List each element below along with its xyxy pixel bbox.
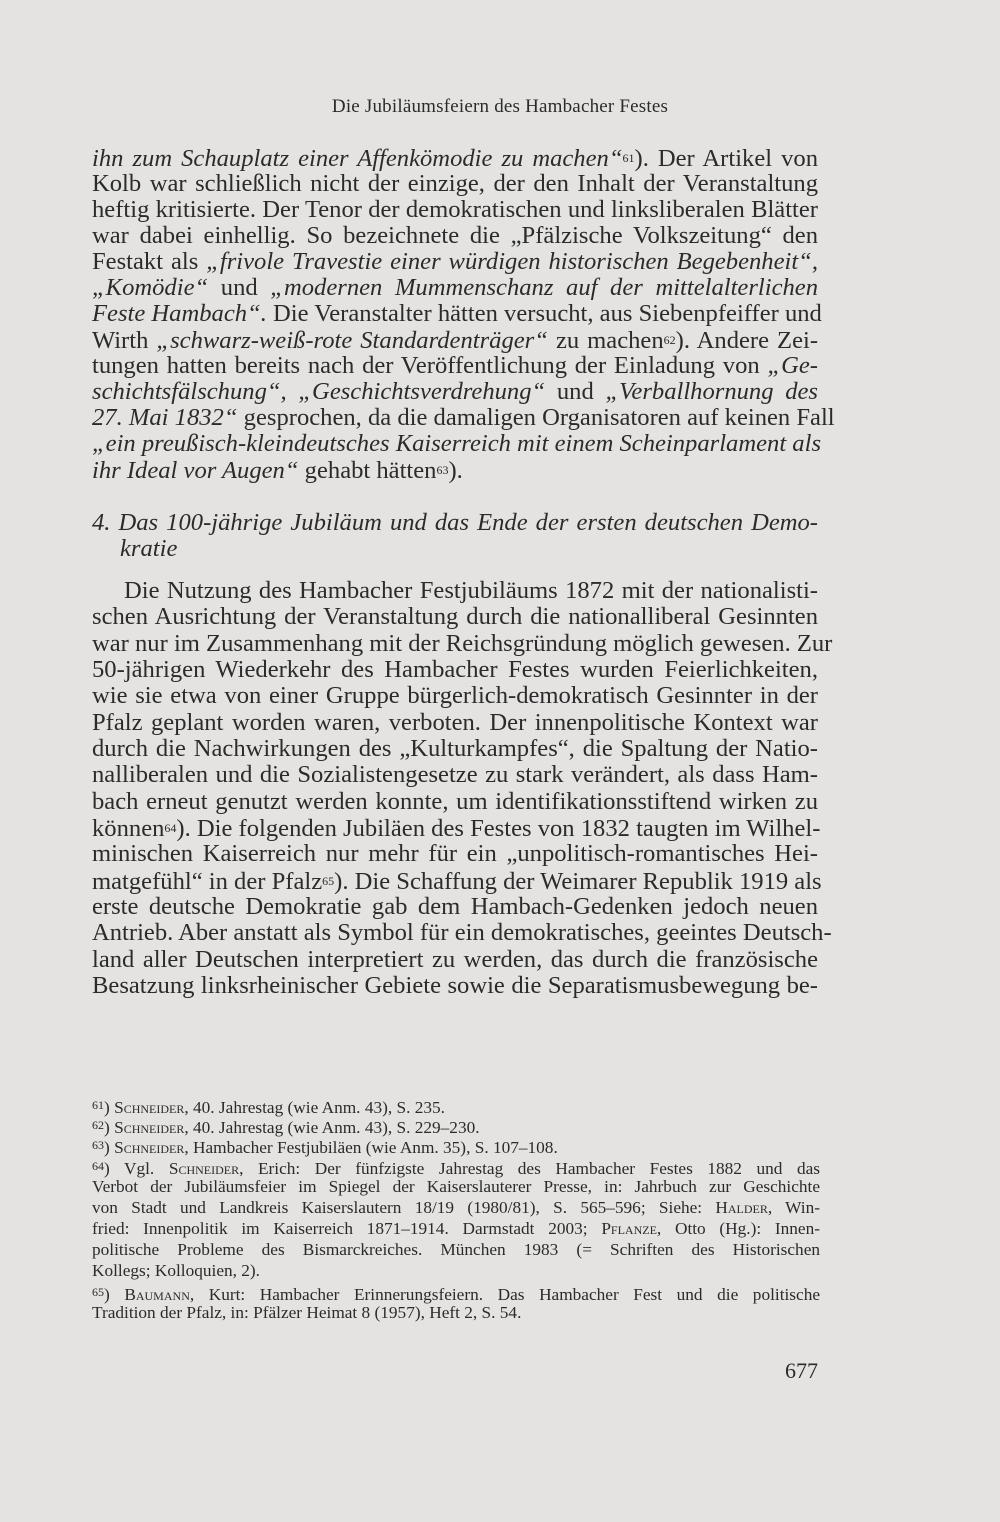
body-line: 50-jährigen Wiederkehr des Hambacher Festes wurden Feierlichkeiten, [92, 656, 818, 683]
running-head: Die Jubiläumsfeiern des Hambacher Festes [331, 96, 669, 117]
footnote-line: $^{65}$) Baumann, Kurt: Hambacher Erinnerungsfeiern. Das Hambacher Fest und die politische [92, 1285, 820, 1304]
body-line: Wirth „schwarz-weiß-rote Standardenträger“ zu machen$^{62}$). Andere Zei- [92, 327, 819, 354]
footnote-line: $^{63}$) Schneider, Hambacher Festjubiläen (wie Anm. 35), S. 107–108. [92, 1138, 558, 1157]
body-line: Feste Hambach“. Die Veranstalter hätten versucht, aus Siebenpfeiffer und [92, 300, 822, 327]
body-line: matgefühl“ in der Pfalz$^{65}$). Die Schaffung der Weimarer Republik 1919 als [92, 868, 822, 895]
body-line: minischen Kaiserreich nur mehr für ein „unpolitisch-romantisches Hei- [92, 840, 818, 867]
body-line: ihr Ideal vor Augen“ gehabt hätten$^{63}$). [92, 457, 463, 484]
footnote-line: $^{64}$) Vgl. Schneider, Erich: Der fünfzigste Jahrestag des Hambacher Festes 1882 und das [92, 1159, 821, 1178]
body-line: Antrieb. Aber anstatt als Symbol für ein demokratisches, geeintes Deutsch- [92, 919, 832, 946]
body-line: Kolb war schließlich nicht der einzige, der den Inhalt der Veranstaltung [92, 170, 818, 197]
footnote-line: $^{62}$) Schneider, 40. Jahrestag (wie Anm. 43), S. 229–230. [92, 1118, 480, 1137]
section-heading-line: kratie [120, 535, 178, 562]
body-line: Pfalz geplant worden waren, verboten. Der innenpolitische Kontext war [92, 709, 818, 736]
body-line: können$^{64}$). Die folgenden Jubiläen des Festes von 1832 taugten im Wilhel- [92, 815, 821, 842]
body-line: nalliberalen und die Sozialistengesetze zu stark verändert, als dass Ham- [92, 761, 818, 788]
body-line: Die Nutzung des Hambacher Festjubiläums 1872 mit der nationalisti- [124, 577, 818, 604]
page-number: 677 [785, 1358, 818, 1383]
body-line: ihn zum Schauplatz einer Affenkömodie zu machen“$^{61}$). Der Artikel von [92, 145, 818, 172]
section-heading-line: 4. Das 100-jährige Jubiläum und das Ende der ersten deutschen Demo- [92, 509, 818, 536]
body-line: war dabei einhellig. So bezeichnete die „Pfälzische Volkszeitung“ den [92, 222, 818, 249]
body-line: bach erneut genutzt werden konnte, um identifikationsstiftend wirken zu [92, 788, 818, 815]
footnote-line: Kollegs; Kolloquien, 2). [92, 1261, 260, 1280]
body-line: war nur im Zusammenhang mit der Reichsgründung möglich gewesen. Zur [92, 630, 833, 657]
body-line: 27. Mai 1832“ gesprochen, da die damaligen Organisatoren auf keinen Fall [92, 404, 835, 431]
body-line: Festakt als „frivole Travestie einer würdigen historischen Begebenheit“, [92, 248, 818, 275]
body-line: „ein preußisch-kleindeutsches Kaiserreich mit einem Scheinparlament als [92, 430, 822, 457]
body-line: schichtsfälschung“, „Geschichtsverdrehung“ und „Verballhornung des [92, 378, 818, 405]
body-line: durch die Nachwirkungen des „Kulturkampfes“, die Spaltung der Natio- [92, 735, 818, 762]
body-line: land aller Deutschen interpretiert zu werden, das durch die französische [92, 946, 818, 973]
footnote-line: Tradition der Pfalz, in: Pfälzer Heimat 8 (1957), Heft 2, S. 54. [92, 1303, 522, 1322]
footnote-line: fried: Innenpolitik im Kaiserreich 1871–1914. Darmstadt 2003; Pflanze, Otto (Hg.): Innen- [92, 1219, 820, 1238]
body-line: erste deutsche Demokratie gab dem Hambach-Gedenken jedoch neuen [92, 893, 818, 920]
body-line: tungen hatten bereits nach der Veröffentlichung der Einladung von „Ge- [92, 352, 818, 379]
body-line: heftig kritisierte. Der Tenor der demokratischen und linksliberalen Blätter [92, 196, 818, 223]
footnote-line: von Stadt und Landkreis Kaiserslautern 18/19 (1980/81), S. 565–596; Siehe: Halder, Win- [92, 1198, 820, 1217]
body-line: Besatzung linksrheinischer Gebiete sowie die Separatismusbewegung be- [92, 972, 818, 999]
footnote-line: Verbot der Jubiläumsfeier im Spiegel der Kaiserslauterer Presse, in: Jahrbuch zur Geschichte [92, 1177, 820, 1196]
footnote-line: $^{61}$) Schneider, 40. Jahrestag (wie Anm. 43), S. 235. [92, 1098, 445, 1117]
body-line: „Komödie“ und „modernen Mummenschanz auf der mittelalterlichen [92, 274, 818, 301]
body-line: wie sie etwa von einer Gruppe bürgerlich-demokratisch Gesinnter in der [92, 682, 818, 709]
body-line: schen Ausrichtung der Veranstaltung durch die nationalliberal Gesinnten [92, 603, 818, 630]
footnote-line: politische Probleme des Bismarckreiches. München 1983 (= Schriften des Historischen [92, 1240, 820, 1259]
